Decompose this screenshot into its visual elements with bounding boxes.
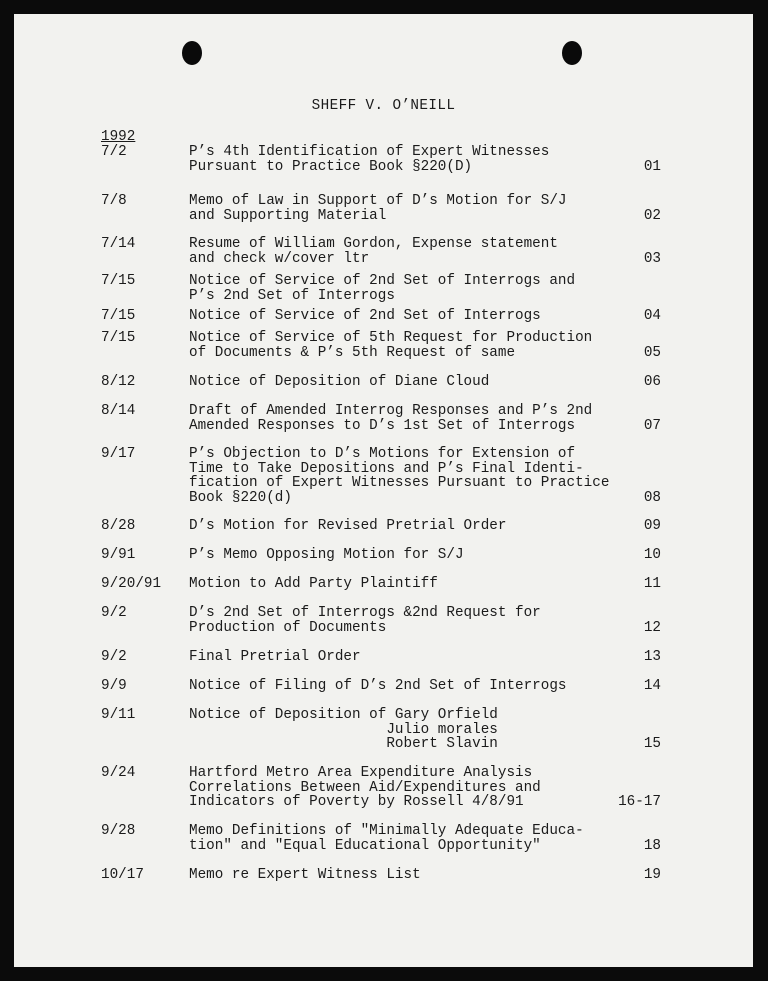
entry-description-line: Time to Take Depositions and P’s Final Identi- bbox=[189, 460, 584, 477]
entry-description bbox=[189, 145, 549, 174]
entry-description-line: Book §220(d) bbox=[189, 489, 292, 506]
punch-hole-right bbox=[562, 41, 582, 65]
entry-description-line: Resume of William Gordon, Expense statement bbox=[189, 236, 558, 252]
entry-number: 15 bbox=[643, 736, 661, 753]
entry-description-line: P’s 2nd Set of Interrogs bbox=[189, 287, 395, 304]
entry-description-line: Notice of Service of 5th Request for Production bbox=[189, 330, 593, 346]
entry-date: 9/2 bbox=[101, 605, 127, 621]
entry-description-line: of Documents & P’s 5th Request of same bbox=[189, 344, 516, 361]
entry-description-line: Motion to Add Party Plaintiff bbox=[189, 576, 438, 592]
entry-date: 7/15 bbox=[101, 308, 136, 324]
entry-description bbox=[189, 577, 438, 592]
entry-description-line: fication of Expert Witnesses Pursuant to Practice bbox=[189, 475, 610, 492]
entry-number: 10 bbox=[643, 547, 661, 563]
entry-description-line: Correlations Between Aid/Expenditures and bbox=[189, 779, 541, 796]
entry-date: 9/2 bbox=[101, 649, 127, 665]
entry-description bbox=[189, 404, 592, 433]
entry-description bbox=[189, 309, 541, 324]
entry-description-line: Production of Documents bbox=[189, 619, 387, 636]
entry-description bbox=[189, 519, 506, 534]
entry-description-line: Julio morales bbox=[189, 721, 498, 738]
entry-description bbox=[189, 375, 489, 390]
entry-number: 19 bbox=[643, 867, 661, 883]
entry-description-line: D’s Motion for Revised Pretrial Order bbox=[189, 518, 507, 534]
entry-date: 9/11 bbox=[101, 707, 136, 723]
entry-number: 11 bbox=[643, 576, 661, 592]
entry-description bbox=[189, 237, 558, 266]
entry-description bbox=[189, 548, 464, 563]
entry-description bbox=[189, 868, 421, 883]
entry-description bbox=[189, 606, 541, 635]
entry-description-line: Notice of Deposition of Gary Orfield bbox=[189, 707, 498, 723]
entry-description-line: Notice of Service of 2nd Set of Interrogs bbox=[189, 308, 541, 324]
entry-date: 7/8 bbox=[101, 193, 127, 209]
entry-description bbox=[189, 331, 592, 360]
entry-number: 16-17 bbox=[618, 794, 661, 811]
entry-description-line: Notice of Deposition of Diane Cloud bbox=[189, 374, 490, 390]
entry-number: 02 bbox=[643, 207, 661, 224]
entry-date: 9/9 bbox=[101, 678, 127, 694]
entry-description-line: Memo re Expert Witness List bbox=[189, 867, 421, 883]
entry-date: 9/24 bbox=[101, 765, 136, 781]
entry-date: 8/14 bbox=[101, 403, 136, 419]
entry-date: 9/20/91 bbox=[101, 576, 162, 592]
entry-description bbox=[189, 274, 575, 303]
entry-date: 9/17 bbox=[101, 446, 136, 462]
entry-number: 07 bbox=[643, 417, 661, 434]
entry-description-line: Notice of Service of 2nd Set of Interrogs and bbox=[189, 273, 576, 289]
entry-date: 7/15 bbox=[101, 273, 136, 289]
entry-description-line: P’s Memo Opposing Motion for S/J bbox=[189, 547, 464, 563]
entry-number: 12 bbox=[643, 619, 661, 636]
punch-hole-left bbox=[182, 41, 202, 65]
entry-description-line: Robert Slavin bbox=[189, 736, 498, 753]
entry-description-line: Draft of Amended Interrog Responses and P’s 2nd bbox=[189, 403, 593, 419]
entry-description-line: Indicators of Poverty by Rossell 4/8/91 bbox=[189, 794, 524, 811]
entry-description-line: Hartford Metro Area Expenditure Analysis bbox=[189, 765, 533, 781]
entry-description bbox=[189, 447, 609, 505]
entry-number: 18 bbox=[643, 837, 661, 854]
entry-description bbox=[189, 679, 567, 694]
entry-number: 13 bbox=[643, 649, 661, 665]
entry-description bbox=[189, 708, 498, 752]
entry-date: 9/28 bbox=[101, 823, 136, 839]
entry-description-line: Final Pretrial Order bbox=[189, 649, 361, 665]
entry-description-line: Notice of Filing of D’s 2nd Set of Interrogs bbox=[189, 678, 567, 694]
year-heading: 1992 bbox=[101, 129, 136, 145]
entry-number: 03 bbox=[643, 250, 661, 267]
entry-description-line: D’s 2nd Set of Interrogs &2nd Request for bbox=[189, 605, 541, 621]
entry-number: 04 bbox=[643, 308, 661, 324]
entry-date: 8/28 bbox=[101, 518, 136, 534]
entry-date: 9/91 bbox=[101, 547, 136, 563]
entry-description-line: Amended Responses to D’s 1st Set of Interrogs bbox=[189, 417, 576, 434]
entry-description-line: and check w/cover ltr bbox=[189, 250, 370, 267]
entry-description bbox=[189, 194, 567, 223]
entry-description-line: tion" and "Equal Educational Opportunity" bbox=[189, 837, 541, 854]
entry-date: 7/15 bbox=[101, 330, 136, 346]
entry-date: 7/14 bbox=[101, 236, 136, 252]
entry-date: 8/12 bbox=[101, 374, 136, 390]
entry-description bbox=[189, 766, 541, 810]
entry-description-line: Memo Definitions of "Minimally Adequate Educa- bbox=[189, 823, 584, 839]
entry-description-line: P’s 4th Identification of Expert Witnesses bbox=[189, 144, 550, 160]
entry-number: 14 bbox=[643, 678, 661, 694]
entry-number: 05 bbox=[643, 344, 661, 361]
entry-number: 08 bbox=[643, 489, 661, 506]
document-title: SHEFF V. O’NEILL bbox=[311, 98, 456, 114]
entry-description-line: and Supporting Material bbox=[189, 207, 387, 224]
entry-description-line: P’s Objection to D’s Motions for Extension of bbox=[189, 446, 576, 462]
entry-number: 09 bbox=[643, 518, 661, 534]
entry-number: 01 bbox=[643, 158, 661, 175]
entry-description bbox=[189, 650, 361, 665]
entry-description-line: Memo of Law in Support of D’s Motion for S/J bbox=[189, 193, 567, 209]
entry-description-line: Pursuant to Practice Book §220(D) bbox=[189, 158, 473, 175]
entry-date: 7/2 bbox=[101, 144, 127, 160]
entry-description bbox=[189, 824, 584, 853]
entry-date: 10/17 bbox=[101, 867, 144, 883]
document-page bbox=[14, 14, 753, 967]
entry-number: 06 bbox=[643, 374, 661, 390]
